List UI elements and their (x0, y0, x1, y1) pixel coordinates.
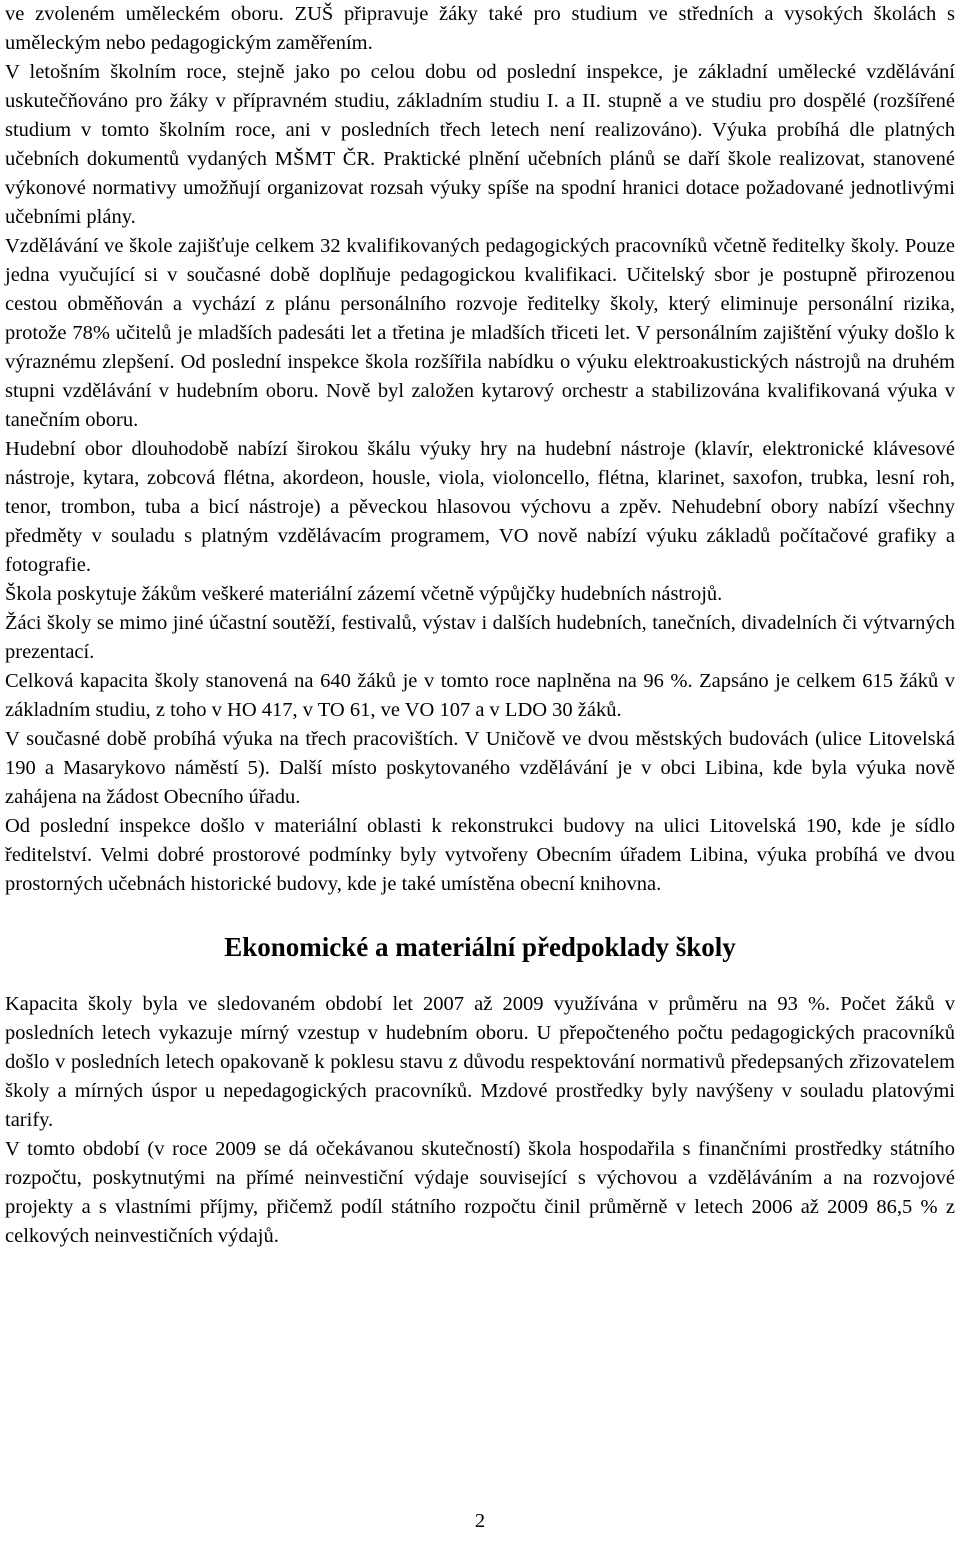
paragraph-reconstruction: Od poslední inspekce došlo v materiální oblasti k rekonstrukci budovy na ulici Litovelská 190, kde je sídlo ředitelství. Velmi dobré prostorové podmínky byly vytvořeny Obecním úřadem Libina, výuka probíhá ve dvou prostorných učebnách historické budovy, kde je také umístěna obecní knihovna. (5, 815, 955, 895)
paragraph-capacity-usage: Kapacita školy byla ve sledovaném období let 2007 až 2009 využívána v průměru na 93 %. Počet žáků v posledních letech vykazuje mírný vzestup v hudebním oboru. U přepočteného počtu pedagogických pracovníků došlo v posledních letech opakovaně k poklesu stavu z důvodu respektování normativů předepsaných zřizovatelem školy a mírných úspor u nepedagogických pracovníků. Mzdové prostředky byly navýšeny v souladu platovými tarify. (5, 993, 955, 1131)
section-economics (5, 990, 955, 1251)
paragraph-continuation: ve zvoleném uměleckém oboru. ZUŠ připravuje žáky také pro studium ve středních a vysokých školách s uměleckým nebo pedagogickým zaměřením. (5, 3, 955, 54)
section-intro (5, 0, 955, 899)
paragraph-competitions: Žáci školy se mimo jiné účastní soutěží, festivalů, výstav i dalších hudebních, tanečních, divadelních či výtvarných prezentací. (5, 612, 955, 663)
paragraph-capacity: Celková kapacita školy stanovená na 640 žáků je v tomto roce naplněna na 96 %. Zapsáno je celkem 615 žáků v základním studiu, z toho v HO 417, v TO 61, ve VO 107 a v LDO 30 žáků. (5, 670, 955, 721)
document-page (5, 0, 955, 1251)
paragraph-workplaces: V současné době probíhá výuka na třech pracovištích. V Uničově ve dvou městských budovách (ulice Litovelská 190 a Masarykovo náměstí 5). Další místo poskytovaného vzdělávání je v obci Libina, kde byla výuka nově zahájena na žádost Obecního úřadu. (5, 728, 955, 808)
paragraph-material-support: Škola poskytuje žákům veškeré materiální zázemí včetně výpůjčky hudebních nástrojů. (5, 583, 723, 605)
section-heading: Ekonomické a materiální předpoklady školy (224, 932, 736, 962)
paragraph-curriculum: V letošním školním roce, stejně jako po celou dobu od poslední inspekce, je základní umělecké vzdělávání uskutečňováno pro žáky v přípravném studiu, základním studiu I. a II. stupně a ve studiu pro dospělé (rozšířené studium v tomto školním roce, ani v posledních třech letech není realizováno). Výuka probíhá dle platných učebních dokumentů vydaných MŠMT ČR. Praktické plnění učebních plánů se daří škole realizovat, stanovené výkonové normativy umožňují organizovat rozsah výuky spíše na spodní hranici dotace požadované jednotlivými učebními plány. (5, 61, 955, 228)
paragraph-staff: Vzdělávání ve škole zajišťuje celkem 32 kvalifikovaných pedagogických pracovníků včetně ředitelky školy. Pouze jedna vyučující si v současné době doplňuje pedagogickou kvalifikaci. Učitelský sbor je postupně přirozenou cestou obměňován a vychází z plánu personálního rozvoje ředitelky školy, který eliminuje personální rizika, protože 78% učitelů je mladších padesáti let a třetina je mladších třiceti let. V personálním zajištění výuky došlo k výraznému zlepšení. Od poslední inspekce škola rozšířila nabídku o výuku elektroakustických nástrojů na druhém stupni vzdělávání v hudebním oboru. Nově byl založen kytarový orchestr a stabilizována kvalifikovaná výuka v tanečním oboru. (5, 235, 955, 431)
paragraph-finances: V tomto období (v roce 2009 se dá očekávanou skutečností) škola hospodařila s finančními prostředky státního rozpočtu, poskytnutými na přímé neinvestiční výdaje související s výchovou a vzděláváním a na rozvojové projekty a s vlastními příjmy, přičemž podíl státního rozpočtu činil průměrně v letech 2006 až 2009 86,5 % z celkových neinvestičních výdajů. (5, 1138, 955, 1247)
page-number: 2 (474, 1510, 486, 1532)
paragraph-music-field: Hudební obor dlouhodobě nabízí širokou škálu výuky hry na hudební nástroje (klavír, elektronické klávesové nástroje, kytara, zobcová flétna, akordeon, housle, viola, violoncello, flétna, klarinet, saxofon, trubka, lesní roh, tenor, trombon, tuba a bicí nástroje) a pěveckou hlasovou výchovu a zpěv. Nehudební obory nabízí všechny předměty v souladu s platným vzdělávacím programem, VO nově nabízí výuku základů počítačové grafiky a fotografie. (5, 438, 955, 576)
